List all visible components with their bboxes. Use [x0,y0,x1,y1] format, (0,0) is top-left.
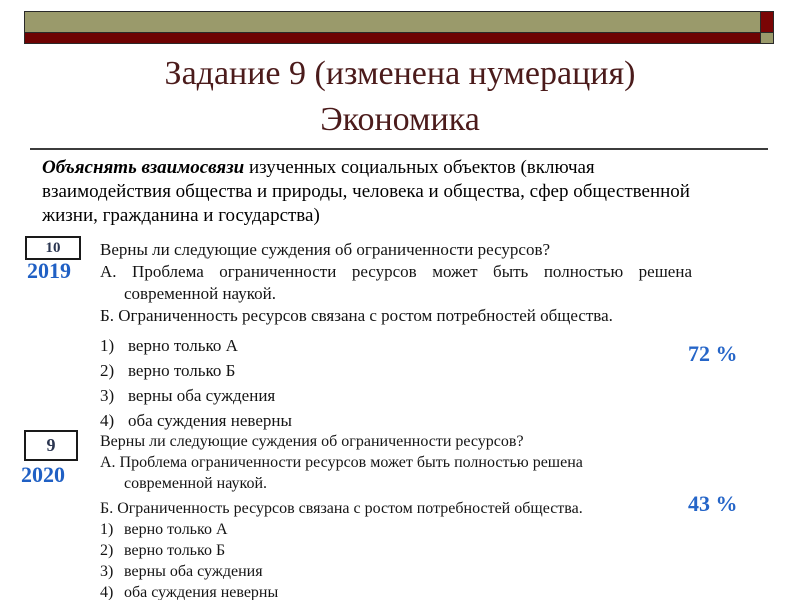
year-label: 2020 [21,462,65,487]
answer-option [100,561,672,582]
answer-option [100,540,672,561]
header-bar-olive [24,11,761,33]
statement-b: Б. Ограниченность ресурсов связана с ростом потребностей общества. [100,500,583,517]
header-decoration-row-bottom [24,33,776,44]
answer-option-number: 2) [100,542,114,559]
page-title [0,51,800,143]
skill-description-rest: изученных социальных объектов (включая взаимодействия общества и природы, человека и общества, сфер общественной жизни, гражданина и государства) [42,157,690,226]
answer-options [100,519,672,600]
answer-option-number: 4) [100,584,114,600]
statement-a-line1: А. Проблема ограниченности ресурсов может быть полностью решена [100,454,583,471]
header-corner-olive [761,33,774,44]
statement-a-line1: А. Проблема ограниченности ресурсов может быть полностью решена [100,262,692,281]
answer-option-label: верны оба суждения [128,386,276,405]
task-number: 9 [46,435,56,455]
question-text-column [100,431,672,600]
answer-option-label: оба суждения неверны [124,584,279,600]
task-number-box [25,236,81,260]
page-title-line2: Экономика [320,101,480,138]
question-text-column [100,239,692,433]
answer-option-number: 1) [100,336,115,355]
answer-option-number: 3) [100,563,114,580]
success-percent: 72 % [688,341,738,366]
answer-option-label: оба суждения неверны [128,411,292,430]
answer-option [100,333,692,358]
statement-a-line2: современной наукой. [124,284,276,303]
success-percent: 43 % [688,491,738,516]
answer-option-label: верно только Б [124,542,226,559]
answer-option-number: 2) [100,361,115,380]
statement-a-line2: современной наукой. [124,475,268,492]
answer-option [100,582,672,600]
answer-option [100,358,692,383]
skill-description [42,156,710,228]
title-separator [30,148,768,150]
answer-option-number: 4) [100,411,115,430]
answer-option-number: 3) [100,386,115,405]
answer-option [100,383,692,408]
answer-option [100,519,672,540]
answer-option-number: 1) [100,521,114,538]
question-block-2020 [0,428,800,600]
answer-option-label: верно только А [124,521,228,538]
question-prompt: Верны ли следующие суждения об ограниченности ресурсов? [100,240,551,259]
answer-option-label: верно только А [128,336,238,355]
statement-b: Б. Ограниченность ресурсов связана с ростом потребностей общества. [100,306,613,325]
task-number: 10 [45,240,61,256]
answer-options [100,333,692,433]
task-number-box [24,430,78,461]
header-decoration-row-top [24,11,776,33]
header-corner-red [761,11,774,33]
answer-option-label: верны оба суждения [124,563,263,580]
year-label: 2019 [27,258,71,283]
skill-description-emphasis: Объяснять взаимосвязи [42,157,245,178]
answer-option-label: верно только Б [128,361,236,380]
header-bar-red [24,33,761,44]
question-block-2019 [0,234,800,428]
question-prompt: Верны ли следующие суждения об ограниченности ресурсов? [100,433,524,450]
page-title-line1: Задание 9 (изменена нумерация) [164,55,636,92]
header-decoration [24,11,776,44]
